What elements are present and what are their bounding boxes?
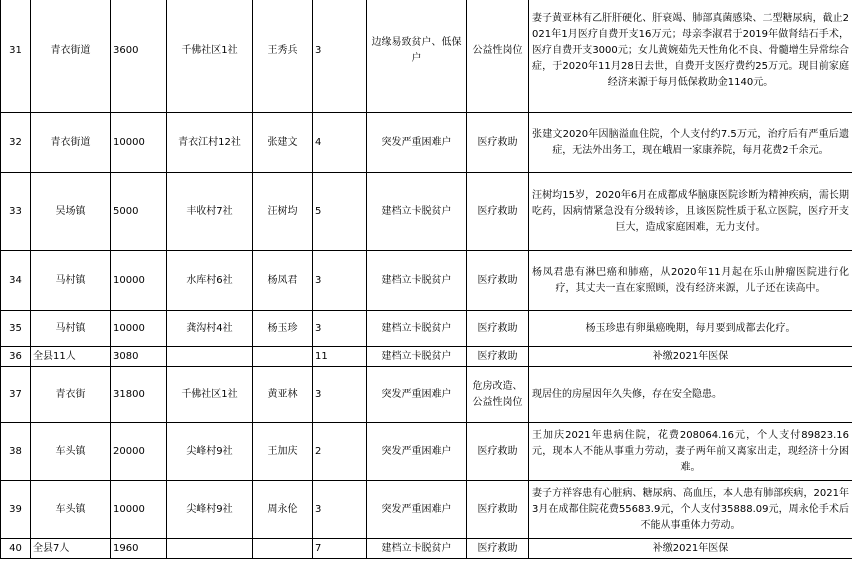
aid-cell: 医疗救助 — [467, 113, 529, 173]
category-cell: 建档立卡脱贫户 — [367, 347, 467, 367]
amount-cell: 5000 — [111, 173, 167, 251]
town-cell: 马村镇 — [31, 311, 111, 347]
village-cell: 千佛社区1社 — [167, 0, 253, 113]
people-cell: 3 — [313, 311, 367, 347]
description-cell: 杨玉珍患有卵巢癌晚期，每月要到成都去化疗。 — [529, 311, 852, 347]
category-cell: 突发严重困难户 — [367, 481, 467, 539]
category-cell: 建档立卡脱贫户 — [367, 539, 467, 559]
aid-cell: 医疗救助 — [467, 423, 529, 481]
description-cell: 杨凤君患有淋巴癌和肺癌，从2020年11月起在乐山肿瘤医院进行化疗，其丈夫一直在家照顾，没有经济来源，儿子还在读高中。 — [529, 251, 852, 311]
name-cell: 周永伦 — [253, 481, 313, 539]
table-row — [1, 367, 852, 423]
table-row — [1, 539, 852, 559]
category-cell: 突发严重困难户 — [367, 113, 467, 173]
row-no: 39 — [1, 481, 31, 539]
amount-cell: 1960 — [111, 539, 167, 559]
aid-cell: 医疗救助 — [467, 481, 529, 539]
village-cell: 千佛社区1社 — [167, 367, 253, 423]
people-cell: 3 — [313, 481, 367, 539]
description-cell: 王加庆2021年患病住院，花费208064.16元，个人支付89823.16元，现本人不能从事重力劳动，妻子两年前又离家出走，现经济十分困难。 — [529, 423, 852, 481]
town-cell: 吴场镇 — [31, 173, 111, 251]
name-cell — [253, 347, 313, 367]
name-cell: 王秀兵 — [253, 0, 313, 113]
town-cell: 青衣街道 — [31, 113, 111, 173]
description-cell: 妻子方祥容患有心脏病、糖尿病、高血压，本人患有肺部疾病，2021年3月在成都住院花费55683.9元，个人支付35888.09元，周永伦手术后不能从事重体力劳动。 — [529, 481, 852, 539]
village-cell: 丰收村7社 — [167, 173, 253, 251]
description-cell: 补缴2021年医保 — [529, 539, 852, 559]
amount-cell: 31800 — [111, 367, 167, 423]
table-row — [1, 347, 852, 367]
amount-cell: 10000 — [111, 481, 167, 539]
category-cell: 建档立卡脱贫户 — [367, 173, 467, 251]
people-cell: 11 — [313, 347, 367, 367]
people-cell: 4 — [313, 113, 367, 173]
description-cell: 补缴2021年医保 — [529, 347, 852, 367]
aid-cell: 公益性岗位 — [467, 0, 529, 113]
aid-cell: 医疗救助 — [467, 173, 529, 251]
table-body — [1, 0, 852, 559]
aid-cell: 医疗救助 — [467, 539, 529, 559]
table-row — [1, 173, 852, 251]
amount-cell: 10000 — [111, 311, 167, 347]
village-cell: 龚沟村4社 — [167, 311, 253, 347]
people-cell: 2 — [313, 423, 367, 481]
table-row — [1, 311, 852, 347]
table-row — [1, 0, 852, 113]
table-row — [1, 113, 852, 173]
row-no: 40 — [1, 539, 31, 559]
table-row — [1, 481, 852, 539]
row-no: 36 — [1, 347, 31, 367]
people-cell: 3 — [313, 251, 367, 311]
row-no: 31 — [1, 0, 31, 113]
row-no: 32 — [1, 113, 31, 173]
description-cell: 现居住的房屋因年久失修，存在安全隐患。 — [529, 367, 852, 423]
town-cell: 车头镇 — [31, 481, 111, 539]
table-row — [1, 423, 852, 481]
name-cell: 杨凤君 — [253, 251, 313, 311]
description-cell: 汪树均15岁，2020年6月在成都成华脑康医院诊断为精神疾病，需长期吃药，因病情紧急没有分级转诊，且该医院性质于私立医院，医疗开支巨大，造成家庭困难，无力支付。 — [529, 173, 852, 251]
village-cell: 青衣江村12社 — [167, 113, 253, 173]
town-cell: 全县11人 — [31, 347, 111, 367]
aid-cell: 医疗救助 — [467, 251, 529, 311]
people-cell: 3 — [313, 367, 367, 423]
amount-cell: 10000 — [111, 251, 167, 311]
description-cell: 张建文2020年因脑溢血住院，个人支付约7.5万元，治疗后有严重后遗症，无法外出务工，现在峨眉一家康养院，每月花费2千余元。 — [529, 113, 852, 173]
name-cell: 王加庆 — [253, 423, 313, 481]
row-no: 33 — [1, 173, 31, 251]
row-no: 34 — [1, 251, 31, 311]
row-no: 38 — [1, 423, 31, 481]
amount-cell: 3600 — [111, 0, 167, 113]
category-cell: 突发严重困难户 — [367, 367, 467, 423]
village-cell: 尖峰村9社 — [167, 423, 253, 481]
town-cell: 马村镇 — [31, 251, 111, 311]
name-cell: 黄亚林 — [253, 367, 313, 423]
village-cell: 水库村6社 — [167, 251, 253, 311]
category-cell: 建档立卡脱贫户 — [367, 251, 467, 311]
row-no: 37 — [1, 367, 31, 423]
category-cell: 边缘易致贫户、低保户 — [367, 0, 467, 113]
village-cell — [167, 347, 253, 367]
people-cell: 7 — [313, 539, 367, 559]
category-cell: 建档立卡脱贫户 — [367, 311, 467, 347]
town-cell: 全县7人 — [31, 539, 111, 559]
town-cell: 车头镇 — [31, 423, 111, 481]
aid-cell: 医疗救助 — [467, 347, 529, 367]
town-cell: 青衣街 — [31, 367, 111, 423]
aid-cell: 危房改造、公益性岗位 — [467, 367, 529, 423]
name-cell: 杨玉珍 — [253, 311, 313, 347]
people-cell: 3 — [313, 0, 367, 113]
aid-cell: 医疗救助 — [467, 311, 529, 347]
amount-cell: 20000 — [111, 423, 167, 481]
name-cell — [253, 539, 313, 559]
amount-cell: 10000 — [111, 113, 167, 173]
row-no: 35 — [1, 311, 31, 347]
category-cell: 突发严重困难户 — [367, 423, 467, 481]
name-cell: 汪树均 — [253, 173, 313, 251]
description-cell: 妻子黄亚林有乙肝肝硬化、肝衰竭、肺部真菌感染、二型糖尿病，截止2021年1月医疗自费开支16万元；母亲李淑君于2019年做肾结石手术，医疗自费开支3000元；女儿黄婉茹先天性角化不良、骨髓增生异常综合症，于2020年11月28日去世，自费开支医疗费约25万元。现目前家庭经济来源于每月低保救助金1140元。 — [529, 0, 852, 113]
village-cell: 尖峰村9社 — [167, 481, 253, 539]
town-cell: 青衣街道 — [31, 0, 111, 113]
table-row — [1, 251, 852, 311]
people-cell: 5 — [313, 173, 367, 251]
village-cell — [167, 539, 253, 559]
name-cell: 张建文 — [253, 113, 313, 173]
amount-cell: 3080 — [111, 347, 167, 367]
